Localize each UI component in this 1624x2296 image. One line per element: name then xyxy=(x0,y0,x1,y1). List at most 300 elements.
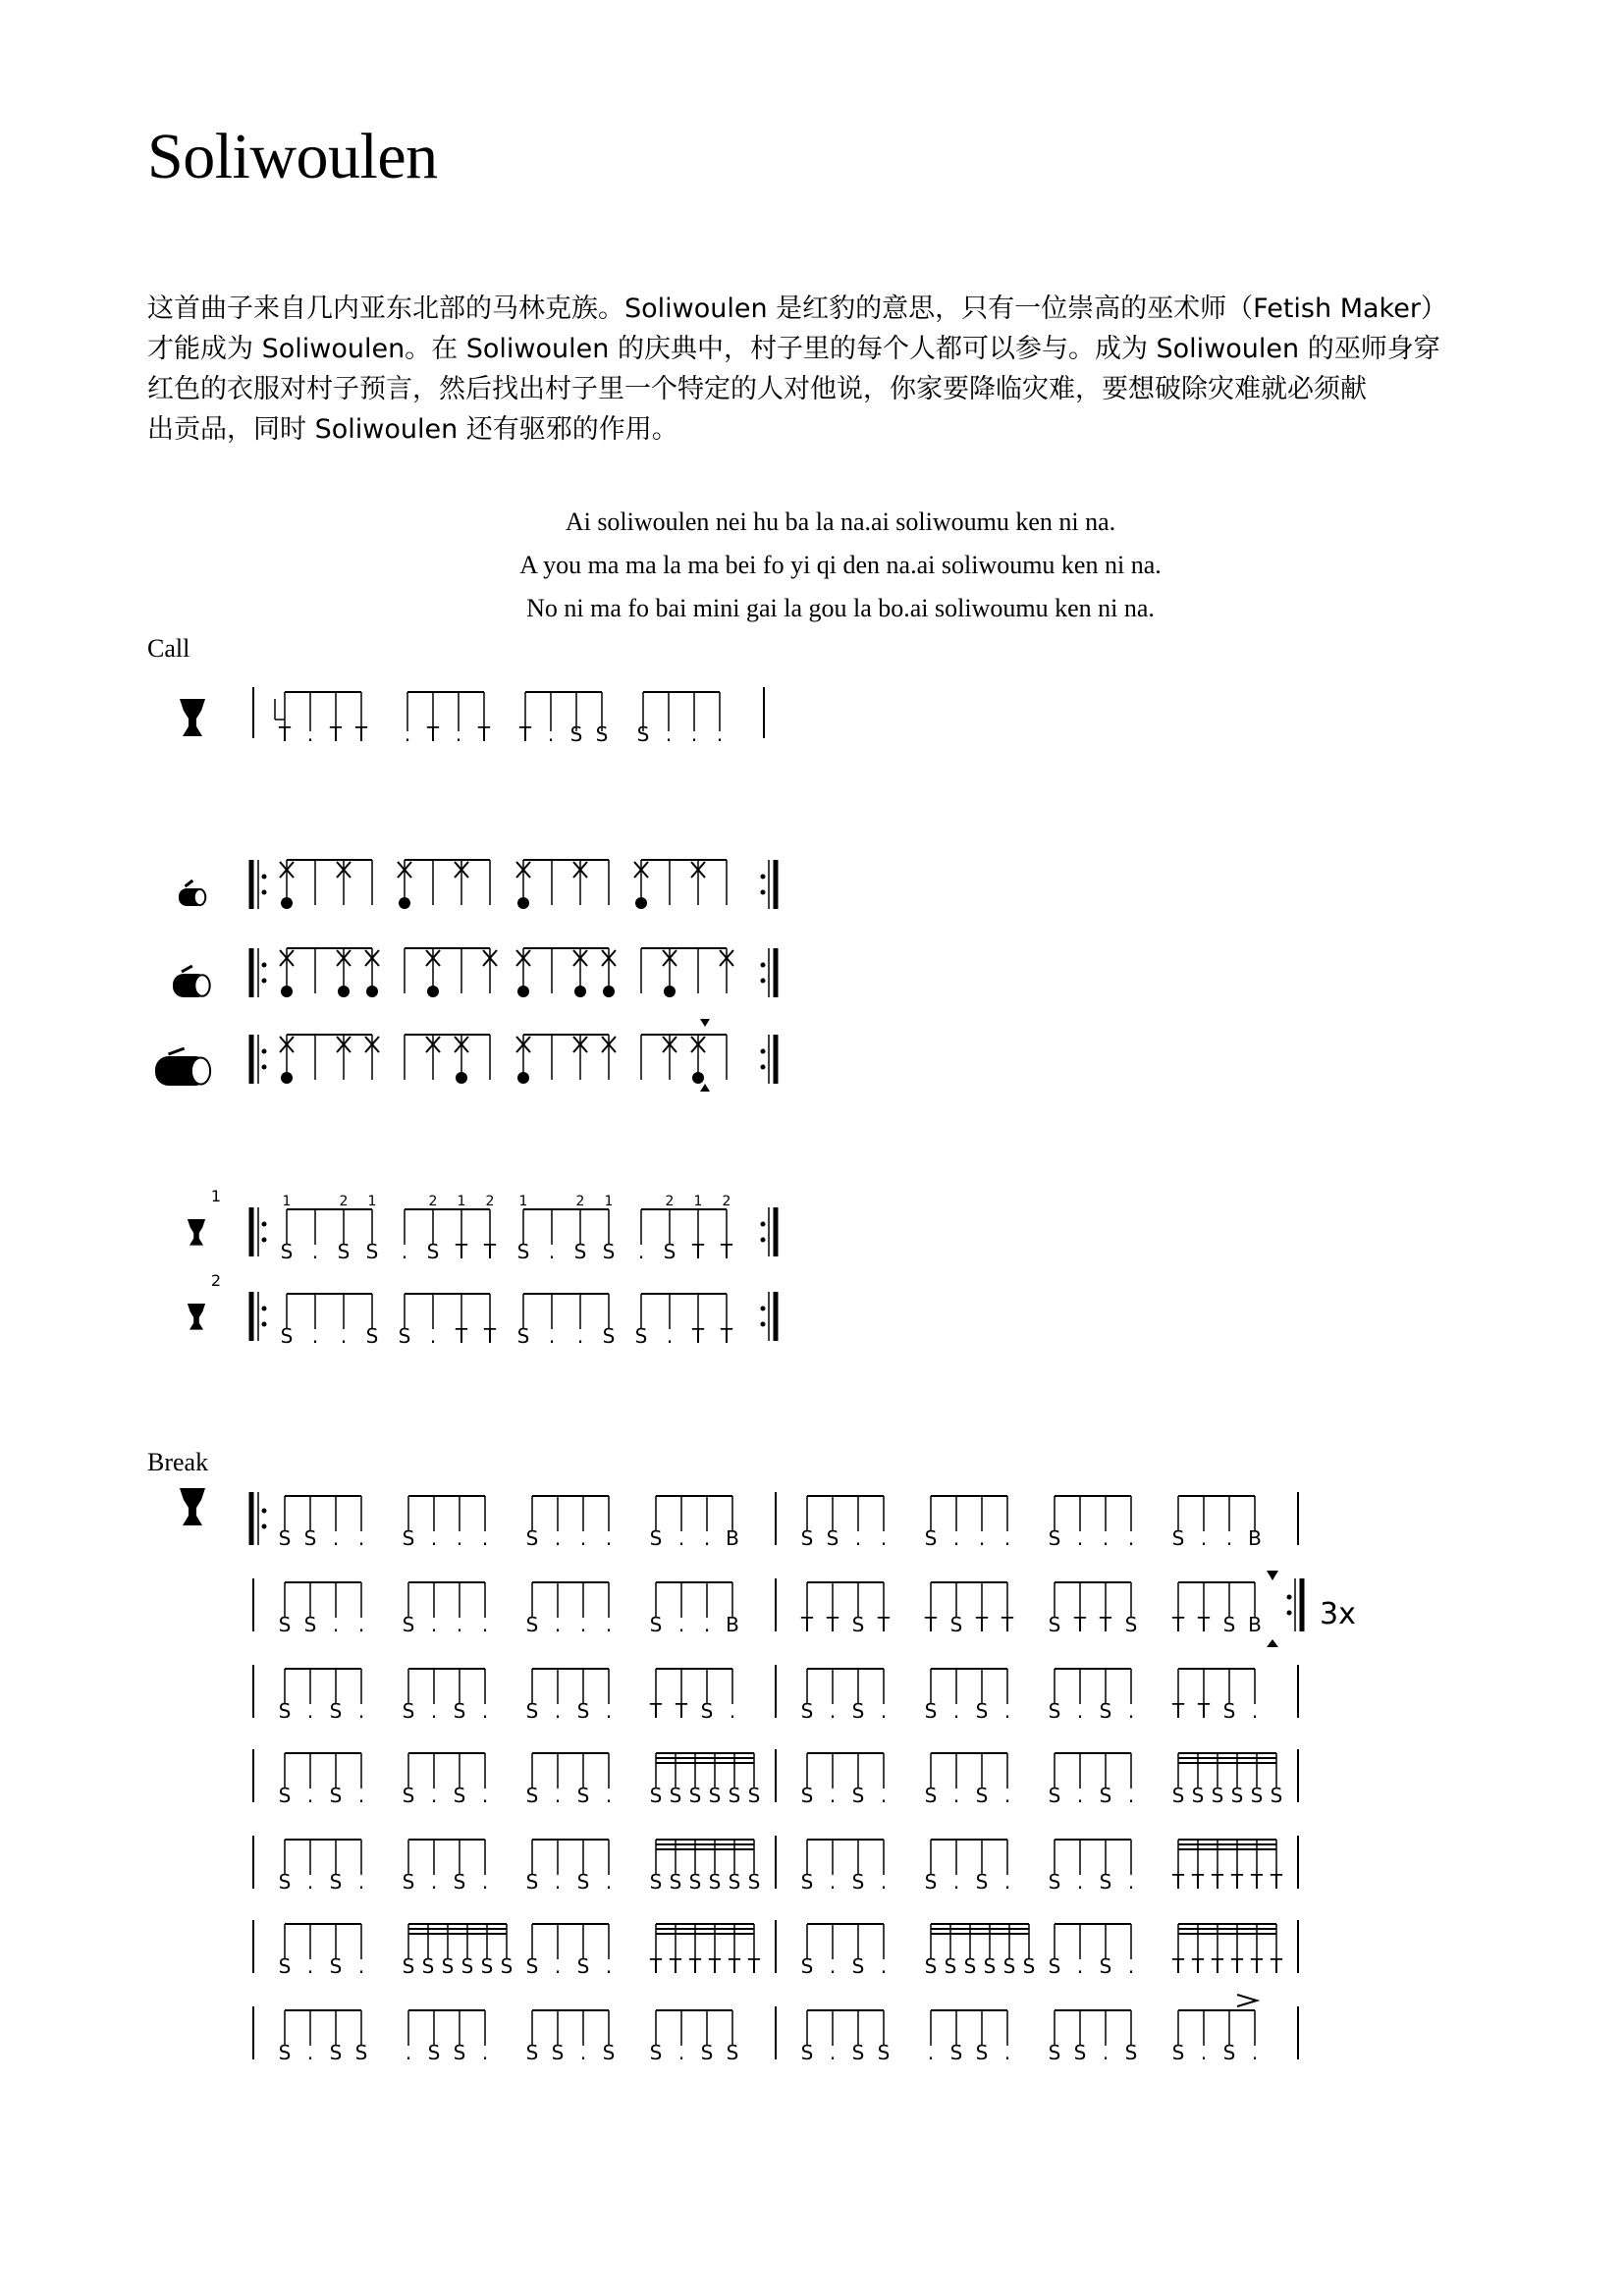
break-note: S xyxy=(669,1784,682,1807)
part-number: 1 xyxy=(210,1187,222,1205)
break-note: . xyxy=(1102,2041,1110,2064)
note-group xyxy=(931,1669,1007,1704)
break-note: S xyxy=(800,1954,814,1978)
kenkeni-line xyxy=(251,860,776,909)
break-note: S xyxy=(949,1613,963,1636)
note-group xyxy=(931,1496,1007,1531)
djembe-note: S xyxy=(573,1240,587,1263)
break-note: . xyxy=(1003,1699,1011,1723)
repeat-dot xyxy=(262,1222,267,1227)
break-note: S xyxy=(500,1954,514,1978)
call-note: T xyxy=(354,722,368,746)
break-note: S xyxy=(851,1613,865,1636)
break-line-3 xyxy=(253,1665,1298,1723)
accent-mark xyxy=(1267,1571,1278,1580)
break-note: T xyxy=(1250,1870,1264,1894)
break-note: T xyxy=(975,1613,989,1636)
lyric-line: Ai soliwoulen nei hu ba la na.ai soliwoumu ken ni na. xyxy=(565,507,1116,536)
break-note: S xyxy=(402,1526,415,1550)
break-note: S xyxy=(649,1784,663,1807)
break-note: T xyxy=(1073,1613,1087,1636)
call-note: . xyxy=(547,722,555,746)
break-note: . xyxy=(481,2041,489,2064)
break-note: S xyxy=(1002,1954,1016,1978)
break-note: S xyxy=(576,1784,590,1807)
break-note: S xyxy=(1099,1699,1112,1723)
break-note: . xyxy=(357,1613,365,1636)
djembe-note: S xyxy=(337,1240,351,1263)
break-note: T xyxy=(1211,1954,1224,1978)
break-note: S xyxy=(1250,1784,1264,1807)
drum-stroke xyxy=(456,1072,467,1084)
break-note: . xyxy=(978,1526,986,1550)
break-note: T xyxy=(1270,1870,1283,1894)
note-group xyxy=(643,692,720,731)
drum-stroke xyxy=(427,986,439,997)
note-group xyxy=(641,1035,727,1080)
note-group xyxy=(641,1294,727,1329)
break-note: . xyxy=(554,1784,562,1807)
djembe-icon xyxy=(188,1219,205,1246)
break-note: . xyxy=(1200,2041,1208,2064)
break-note: S xyxy=(975,1870,989,1894)
djembe-note: S xyxy=(280,1240,294,1263)
djembe-note: T xyxy=(483,1324,497,1348)
break-note: T xyxy=(1191,1954,1205,1978)
break-note: . xyxy=(430,1526,438,1550)
break-note: . xyxy=(481,1870,489,1894)
repeat-dot xyxy=(262,890,267,895)
break-note: T xyxy=(688,1954,702,1978)
break-section-label: Break xyxy=(147,1448,209,1476)
break-note: S xyxy=(278,1526,292,1550)
break-note: . xyxy=(1127,1954,1135,1978)
break-note: . xyxy=(677,1613,685,1636)
note-group xyxy=(1178,1496,1255,1531)
break-note: T xyxy=(1230,1870,1244,1894)
call-note: T xyxy=(426,722,440,746)
break-note: . xyxy=(1102,1526,1110,1550)
break-note: . xyxy=(1003,1870,1011,1894)
break-note: S xyxy=(551,2041,565,2064)
break-note: T xyxy=(675,1699,688,1723)
break-note: S xyxy=(402,1870,415,1894)
break-note: . xyxy=(880,1699,888,1723)
break-note: . xyxy=(554,1870,562,1894)
break-note: S xyxy=(700,2041,714,2064)
break-note: T xyxy=(1197,1613,1211,1636)
note-group xyxy=(408,1582,485,1618)
break-note: . xyxy=(1127,1784,1135,1807)
break-note: . xyxy=(481,1699,489,1723)
break-note: S xyxy=(402,1699,415,1723)
break-note: S xyxy=(649,1613,663,1636)
break-note: . xyxy=(481,1613,489,1636)
djembe-note: T xyxy=(720,1240,733,1263)
break-note: S xyxy=(826,1526,839,1550)
break-note: S xyxy=(576,1870,590,1894)
break-note: S xyxy=(329,1784,343,1807)
break-note: S xyxy=(1171,1526,1185,1550)
break-note: S xyxy=(453,1784,466,1807)
note-group xyxy=(931,1582,1007,1618)
break-note: . xyxy=(1127,1699,1135,1723)
break-note: S xyxy=(1171,2041,1185,2064)
djembe-note: . xyxy=(401,1240,408,1263)
break-note: S xyxy=(1171,1784,1185,1807)
break-note: T xyxy=(1171,1954,1185,1978)
intro-line: 这首曲子来自几内亚东北部的马林克族。Soliwoulen 是红豹的意思，只有一位崇高的巫术师（Fetish Maker） xyxy=(147,294,1447,324)
call-note: T xyxy=(278,722,292,746)
hand-number: 2 xyxy=(428,1194,438,1209)
djembe-note: . xyxy=(576,1324,584,1348)
repeat-dot xyxy=(761,979,766,984)
break-note: . xyxy=(952,1784,960,1807)
repeat-dot xyxy=(262,875,267,880)
break-note: S xyxy=(602,2041,616,2064)
break-note: S xyxy=(1099,1784,1112,1807)
repeat-dot xyxy=(262,1238,267,1243)
break-note: . xyxy=(1076,1526,1084,1550)
note-group xyxy=(405,1209,490,1245)
call-note: . xyxy=(716,722,724,746)
break-note: . xyxy=(880,1954,888,1978)
break-note: S xyxy=(1099,1954,1112,1978)
djembe-note: . xyxy=(548,1324,556,1348)
break-note: S xyxy=(453,1699,466,1723)
djembe-note: S xyxy=(280,1324,294,1348)
djembe-icon xyxy=(180,1488,205,1525)
break-note: . xyxy=(579,1526,587,1550)
note-group xyxy=(285,1669,361,1704)
break-note: T xyxy=(728,1954,741,1978)
break-note: S xyxy=(402,1954,415,1978)
repeat-dot xyxy=(262,1509,267,1514)
kenkeni-icon xyxy=(186,881,193,886)
note-group xyxy=(285,2010,361,2046)
note-group xyxy=(532,1582,609,1618)
break-note: . xyxy=(1076,1784,1084,1807)
break-note: . xyxy=(729,1699,736,1723)
note-group xyxy=(523,1209,609,1245)
break-note: T xyxy=(1099,1613,1112,1636)
note-group xyxy=(656,1496,732,1531)
break-note: S xyxy=(851,1699,865,1723)
break-note: S xyxy=(480,1954,494,1978)
break-note: S xyxy=(427,2041,441,2064)
break-note: B xyxy=(726,1613,739,1636)
drum-stroke xyxy=(281,897,293,909)
break-note: . xyxy=(1200,1526,1208,1550)
call-note: T xyxy=(518,722,532,746)
break-note: T xyxy=(1211,1870,1224,1894)
break-note: S xyxy=(1048,1526,1061,1550)
note-group xyxy=(532,1840,609,1875)
repeat-dot xyxy=(761,1065,766,1070)
call-note: . xyxy=(690,722,698,746)
note-group xyxy=(807,1669,884,1704)
djembe-note: T xyxy=(455,1240,468,1263)
call-note: . xyxy=(404,722,411,746)
djembe-note: S xyxy=(365,1240,379,1263)
note-group xyxy=(1055,1582,1131,1618)
drum-stroke xyxy=(338,986,350,997)
djembe-note: . xyxy=(311,1240,319,1263)
break-note: S xyxy=(1211,1784,1224,1807)
repeat-dot xyxy=(262,1065,267,1070)
note-group xyxy=(408,1753,485,1789)
dundunba-icon xyxy=(191,1058,210,1085)
djembe-note: . xyxy=(666,1324,674,1348)
break-note: S xyxy=(1191,1784,1205,1807)
break-note: . xyxy=(306,1699,314,1723)
break-note: . xyxy=(880,1870,888,1894)
note-group xyxy=(807,1582,884,1618)
djembe-note: T xyxy=(720,1324,733,1348)
note-group xyxy=(408,2010,485,2046)
break-note: S xyxy=(1048,1613,1061,1636)
note-group xyxy=(285,1840,361,1875)
call-note: . xyxy=(665,722,673,746)
break-note: . xyxy=(430,1613,438,1636)
break-note: S xyxy=(688,1870,702,1894)
break-note: . xyxy=(829,1954,837,1978)
break-note: T xyxy=(1191,1870,1205,1894)
note-group xyxy=(1055,1924,1131,1959)
drum-stroke xyxy=(635,897,647,909)
break-note: S xyxy=(1073,2041,1087,2064)
note-group xyxy=(285,1582,361,1618)
break-note: S xyxy=(278,1613,292,1636)
repeat-dot xyxy=(1287,1595,1292,1600)
break-note: S xyxy=(1048,2041,1061,2064)
break-note: S xyxy=(975,1784,989,1807)
break-note: . xyxy=(1251,2041,1259,2064)
hand-number: 2 xyxy=(339,1194,349,1209)
break-note: . xyxy=(332,1526,340,1550)
break-note: S xyxy=(329,1870,343,1894)
drum-stroke xyxy=(399,897,410,909)
accent-mark xyxy=(700,1019,710,1027)
repeat-dot xyxy=(262,979,267,984)
note-group xyxy=(656,2010,732,2046)
break-note: . xyxy=(456,1526,463,1550)
break-note: S xyxy=(1124,1613,1138,1636)
repeat-dot xyxy=(761,1238,766,1243)
note-group xyxy=(287,948,372,993)
note-group xyxy=(407,692,484,731)
djembe-note: . xyxy=(548,1240,556,1263)
break-note: . xyxy=(703,1613,711,1636)
repeat-dot xyxy=(761,1307,766,1311)
break-note: S xyxy=(402,1784,415,1807)
kenkeni-icon xyxy=(194,889,206,905)
break-note: S xyxy=(700,1699,714,1723)
djembe-note: S xyxy=(516,1324,530,1348)
djembe-note: T xyxy=(691,1324,705,1348)
break-note: S xyxy=(329,2041,343,2064)
note-group xyxy=(405,1035,490,1080)
note-group xyxy=(525,692,602,731)
break-line-6 xyxy=(253,1920,1298,1978)
break-note: . xyxy=(880,1526,888,1550)
break-note: S xyxy=(851,2041,865,2064)
call-note: T xyxy=(329,722,343,746)
break-note: . xyxy=(952,1699,960,1723)
break-note: S xyxy=(963,1954,977,1978)
break-note: S xyxy=(303,1526,317,1550)
note-group xyxy=(807,2010,884,2046)
break-note: S xyxy=(800,1784,814,1807)
break-note: . xyxy=(481,1526,489,1550)
lyric-line: No ni ma fo bai mini gai la gou la bo.ai soliwoumu ken ni na. xyxy=(526,594,1155,622)
break-note: S xyxy=(1048,1870,1061,1894)
break-note: S xyxy=(278,1954,292,1978)
break-note: . xyxy=(430,1870,438,1894)
accent-mark xyxy=(1237,1995,1257,2006)
djembe-note: S xyxy=(663,1240,677,1263)
djembe-part-2 xyxy=(211,1271,776,1348)
break-note: S xyxy=(877,2041,891,2064)
note-group xyxy=(1178,2010,1255,2046)
accent-mark xyxy=(1267,1639,1278,1647)
break-note: S xyxy=(278,2041,292,2064)
drum-stroke xyxy=(517,1072,529,1084)
break-note: S xyxy=(924,1784,938,1807)
djembe-note: S xyxy=(634,1324,648,1348)
accent-mark xyxy=(700,1084,710,1092)
break-note: . xyxy=(481,1784,489,1807)
break-note: . xyxy=(677,2041,685,2064)
djembe-note: T xyxy=(483,1240,497,1263)
dundunba-line xyxy=(251,1019,776,1092)
sangban-line xyxy=(251,948,776,997)
drum-stroke xyxy=(366,986,378,997)
break-note: S xyxy=(1124,2041,1138,2064)
break-note: T xyxy=(924,1613,938,1636)
break-note: T xyxy=(877,1613,891,1636)
dundunba-icon xyxy=(169,1048,185,1054)
repeat-count: 3x xyxy=(1320,1597,1356,1631)
break-note: . xyxy=(554,1699,562,1723)
break-note: . xyxy=(605,1699,613,1723)
break-note: S xyxy=(1048,1954,1061,1978)
note-group xyxy=(931,1753,1007,1789)
break-note: S xyxy=(525,2041,539,2064)
note-group xyxy=(532,1924,609,1959)
break-note: . xyxy=(306,1954,314,1978)
break-note: S xyxy=(851,1784,865,1807)
djembe-note: . xyxy=(340,1324,348,1348)
break-line-2 xyxy=(253,1571,1356,1647)
djembe-note: . xyxy=(429,1324,437,1348)
break-note: S xyxy=(708,1784,722,1807)
call-note: S xyxy=(636,722,650,746)
note-group xyxy=(523,1294,609,1329)
break-note: . xyxy=(952,1526,960,1550)
break-note: . xyxy=(1076,1699,1084,1723)
hand-number: 1 xyxy=(693,1194,703,1209)
break-note: S xyxy=(525,1613,539,1636)
break-note: S xyxy=(421,1954,435,1978)
break-note: S xyxy=(669,1870,682,1894)
call-note: S xyxy=(569,722,583,746)
note-group xyxy=(405,948,490,993)
hand-number: 1 xyxy=(282,1194,292,1209)
break-note: S xyxy=(851,1954,865,1978)
break-note: S xyxy=(460,1954,474,1978)
break-note: S xyxy=(924,1954,938,1978)
break-note: . xyxy=(1076,1870,1084,1894)
hand-number: 2 xyxy=(485,1194,495,1209)
break-note: S xyxy=(354,2041,368,2064)
note-group xyxy=(641,948,727,993)
break-note: . xyxy=(1003,1784,1011,1807)
break-note: . xyxy=(605,1870,613,1894)
break-note: T xyxy=(1171,1613,1185,1636)
note-group xyxy=(532,1669,609,1704)
drum-stroke xyxy=(517,986,529,997)
break-note: S xyxy=(278,1699,292,1723)
break-note: . xyxy=(306,2041,314,2064)
call-note: . xyxy=(306,722,314,746)
break-note: S xyxy=(800,1526,814,1550)
note-group xyxy=(807,1924,884,1959)
djembe-icon xyxy=(188,1219,205,1246)
call-line xyxy=(253,687,764,746)
repeat-dot xyxy=(262,1322,267,1327)
sangban-icon xyxy=(182,966,192,972)
break-note: . xyxy=(1003,2041,1011,2064)
break-note: B xyxy=(1248,1526,1262,1550)
break-note: S xyxy=(1022,1954,1036,1978)
break-note: S xyxy=(1048,1699,1061,1723)
page-title: Soliwoulen xyxy=(147,121,438,192)
break-note: . xyxy=(332,1613,340,1636)
break-note: S xyxy=(278,1870,292,1894)
break-note: . xyxy=(554,1613,562,1636)
note-group xyxy=(656,1582,732,1618)
note-group xyxy=(807,1840,884,1875)
break-note: S xyxy=(303,1613,317,1636)
drum-stroke xyxy=(574,986,586,997)
note-group xyxy=(408,1840,485,1875)
break-line-5 xyxy=(253,1836,1298,1894)
break-note: . xyxy=(605,1613,613,1636)
djembe-note: T xyxy=(455,1324,468,1348)
break-note: S xyxy=(649,2041,663,2064)
break-note: . xyxy=(456,1613,463,1636)
note-group xyxy=(285,1496,361,1531)
drum-stroke xyxy=(603,986,615,997)
break-note: S xyxy=(747,1870,761,1894)
repeat-dot xyxy=(761,1322,766,1327)
hand-number: 1 xyxy=(518,1194,528,1209)
break-note: S xyxy=(525,1870,539,1894)
break-note: . xyxy=(357,1699,365,1723)
repeat-dot xyxy=(761,1222,766,1227)
break-note: S xyxy=(747,1784,761,1807)
note-group xyxy=(285,1924,361,1959)
break-note: . xyxy=(405,2041,412,2064)
break-note: . xyxy=(703,1526,711,1550)
break-note: T xyxy=(669,1954,682,1978)
note-group xyxy=(1055,1496,1131,1531)
break-note: B xyxy=(726,1526,739,1550)
dundunba-icon xyxy=(155,1048,210,1086)
break-note: S xyxy=(525,1526,539,1550)
note-group xyxy=(931,1840,1007,1875)
